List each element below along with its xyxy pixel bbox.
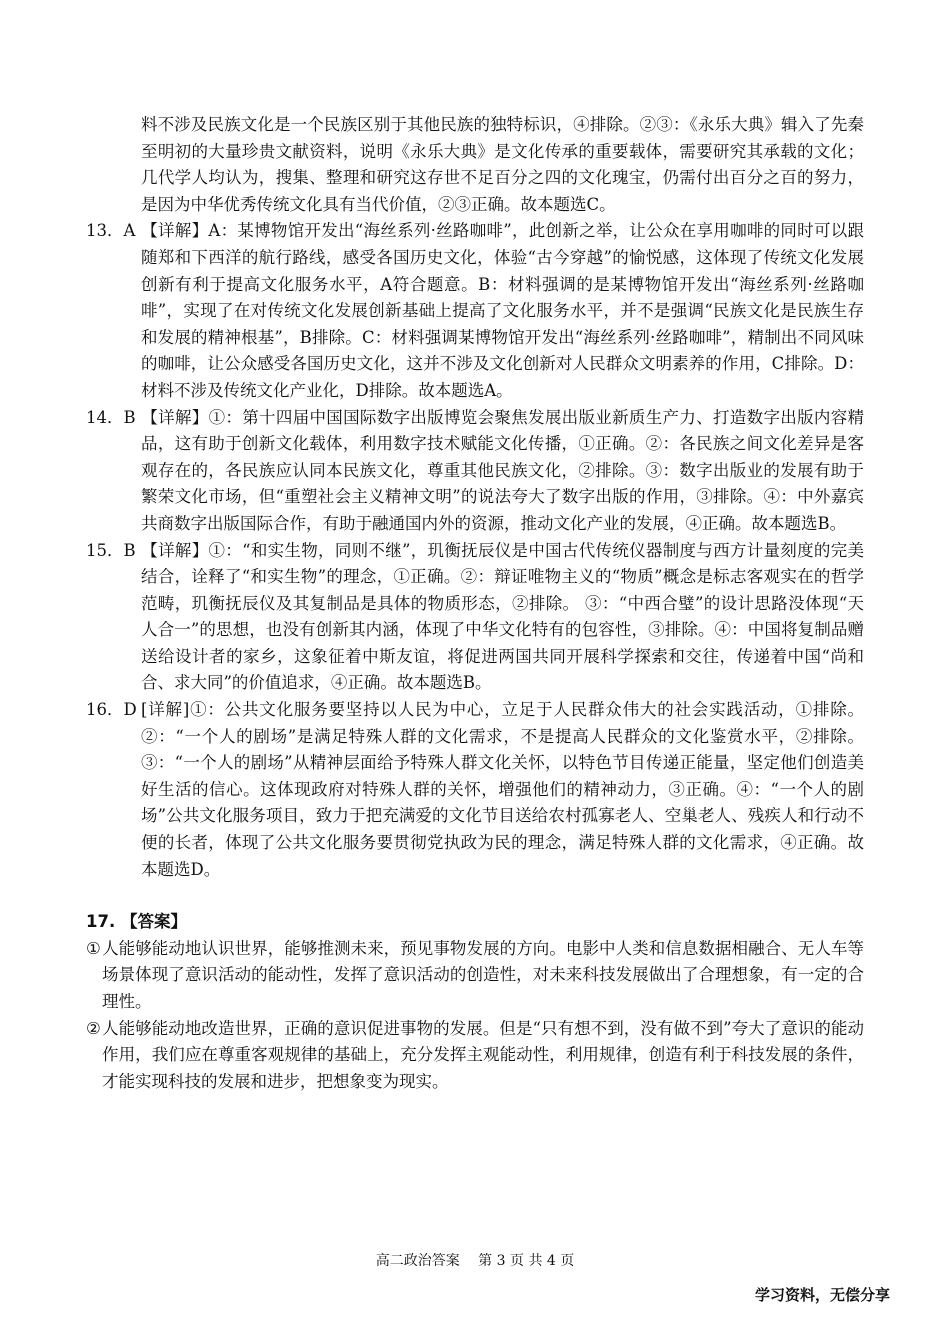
q17-title: 17. 【答案】 bbox=[86, 912, 187, 932]
explanation-text: ①：“和实生物，同则不继”，玑衡抚辰仪是中国古代传统仪器制度与西方计量刻度的完美结合，诠释了“和实生物”的理念，①正确。②：辩证唯物主义的“物质”概念是标志客观实在的哲学范畴，玑衡抚辰仪及其复制品是具体的物质形态，②排除。 ③：“中西合璧”的设计思路没体现“天人合一”的思想，也没有创新其内涵，体现了中华文化特有的包容性，③排除。④：中国将复制品赠送给设计者的家乡，这象征着中斯友谊，将促进两国共同开展科学探索和交往，传递着中国“尚和合、求大同”的价值追求，④正确。故本题选B。 bbox=[141, 540, 865, 693]
question-number: 14．B bbox=[86, 407, 136, 427]
point-text: 人能够能动地改造世界，正确的意识促进事物的发展。但是“只有想不到，没有做不到”夸大了意识的能动作用，我们应在尊重客观规律的基础上，充分发挥主观能动性，利用规律，创造有利于科技发展的条件，才能实现科技的发展和进步，把想象变为现实。 bbox=[102, 1018, 864, 1091]
watermark-text: 学习资料，无偿分享 bbox=[754, 1286, 890, 1304]
q17-point-2 bbox=[86, 1016, 864, 1096]
explanation-text: A：某博物馆开发出“海丝系列·丝路咖啡”，此创新之举，让公众在享用咖啡的同时可以跟随郑和下西洋的航行路线，感受各国历史文化，体验“古今穿越”的愉悦感，这体现了传统文化发展创新有利于提高文化服务水平，A符合题意。B：材料强调的是某博物馆开发出“海丝系列·丝路咖啡”，实现了在对传统文化发展创新基础上提高了文化服务水平，并不是强调“民族文化是民族生存和发展的精神根基”，B排除。C：材料强调某博物馆开发出“海丝系列·丝路咖啡”，精制出不同风味的咖啡，让公众感受各国历史文化，这并不涉及文化创新对人民群众文明素养的作用，C排除。D：材料不涉及传统文化产业化，D排除。故本题选A。 bbox=[141, 221, 865, 400]
explanation-tag: 【详解】 bbox=[141, 407, 209, 427]
q12-continuation: 料不涉及民族文化是一个民族区别于其他民族的独特标识，④排除。②③：《永乐大典》辑入了先秦至明初的大量珍贵文献资料，说明《永乐大典》是文化传承的重要载体，需要研究其承载的文化；几代学人均认为，搜集、整理和研究这存世不足百分之四的文化瑰宝，仍需付出百分之百的努力，是因为中华优秀传统文化具有当代价值，②③正确。故本题选C。 bbox=[141, 115, 864, 214]
explanation-text: ①：公共文化服务要坚持以人民为中心，立足于人民群众伟大的社会实践活动，①排除。②：“一个人的剧场”是满足特殊人群的文化需求，不是提高人民群众的文化鉴赏水平，②排除。③：“一个人的剧场”从精神层面给予特殊人群文化关怀，以特色节目传递正能量，坚定他们创造美好生活的信心。这体现政府对特殊人群的关怀，增强他们的精神动力，③正确。④：“一个人的剧场”公共文化服务项目，致力于把充满爱的文化节目送给农村孤寡老人、空巢老人、残疾人和行动不便的长者，体现了公共文化服务要贯彻党执政为民的理念，满足特殊人群的文化需求，④正确。故本题选D。 bbox=[141, 700, 865, 879]
explanation-tag: 【详解】 bbox=[141, 221, 209, 241]
question-number: 16．D bbox=[86, 700, 137, 720]
question-16 bbox=[86, 697, 864, 883]
point-marker: ② bbox=[86, 1018, 101, 1038]
q17-point-1 bbox=[86, 936, 864, 1016]
explanation-tag: 【详解】 bbox=[141, 540, 209, 560]
question-number: 13．A bbox=[86, 221, 136, 241]
question-15 bbox=[86, 538, 864, 698]
question-13 bbox=[86, 218, 864, 404]
point-marker: ① bbox=[86, 938, 101, 958]
question-14 bbox=[86, 405, 864, 538]
question-number: 15．B bbox=[86, 540, 136, 560]
answer-content bbox=[86, 112, 864, 1095]
point-text: 人能够能动地认识世界，能够推测未来，预见事物发展的方向。电影中人类和信息数据相融合、无人车等场景体现了意识活动的能动性，发挥了意识活动的创造性，对未来科技发展做出了合理想象，有一定的合理性。 bbox=[102, 938, 864, 1011]
explanation-text: ①：第十四届中国国际数字出版博览会聚焦发展出版业新质生产力、打造数字出版内容精品，这有助于创新文化载体，利用数字技术赋能文化传播，①正确。②：各民族之间文化差异是客观存在的，各民族应认同本民族文化，尊重其他民族文化，②排除。③：数字出版业的发展有助于繁荣文化市场，但“重塑社会主义精神文明”的说法夸大了数字出版的作用，③排除。④：中外嘉宾共商数字出版国际合作，有助于融通国内外的资源，推动文化产业的发展，④正确。故本题选B。 bbox=[141, 407, 865, 533]
page-footer: 高二政治答案 第 3 页 共 4 页 bbox=[375, 1253, 575, 1269]
explanation-tag: [详解] bbox=[141, 700, 190, 720]
